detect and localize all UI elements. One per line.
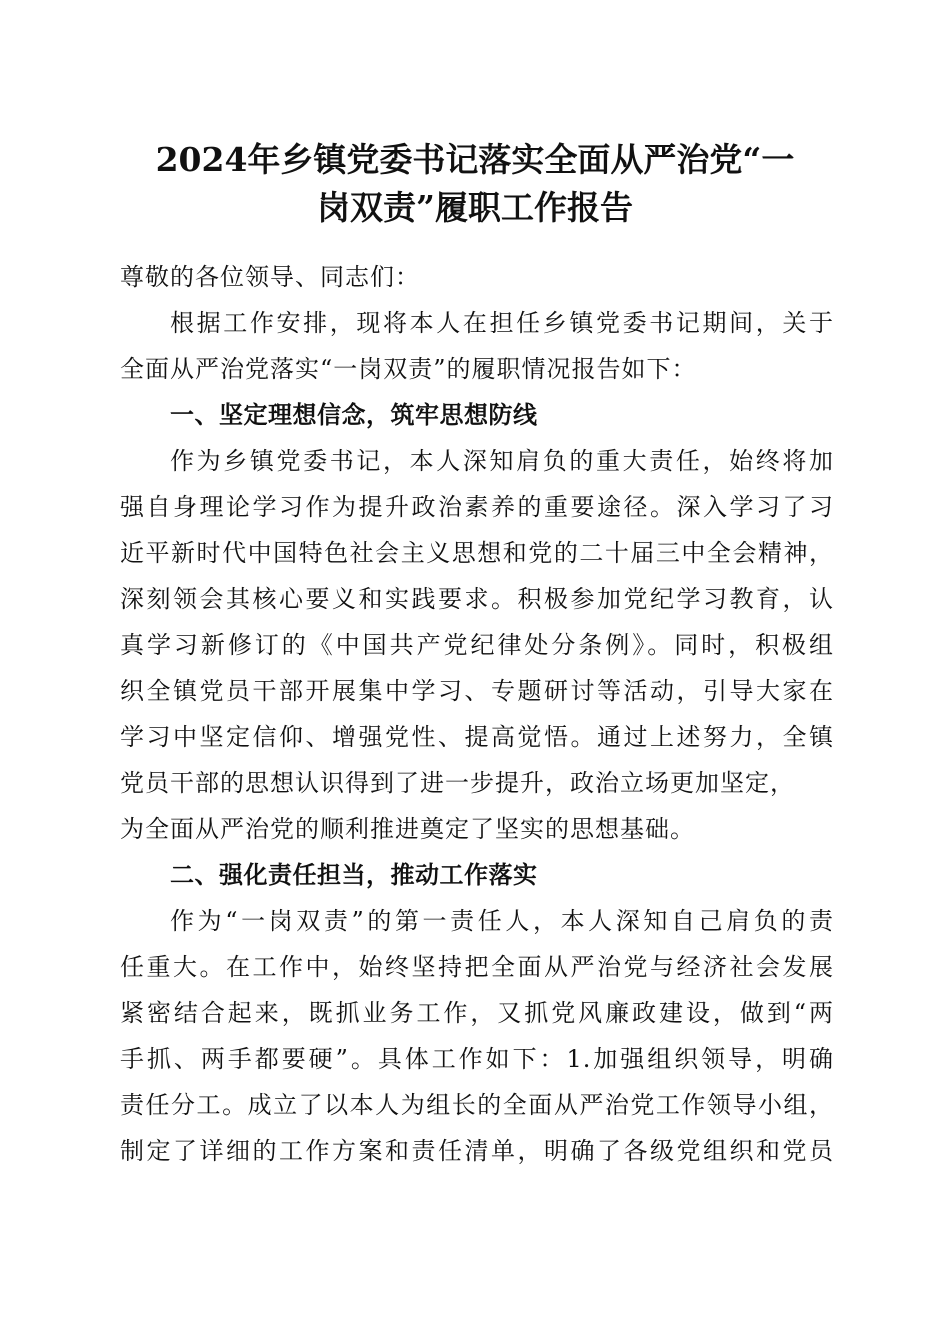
paragraph-line: 真学习新修订的《中国共产党纪律处分条例》。同时，积极组	[120, 631, 834, 659]
section-heading-2: 二、强化责任担当，推动工作落实	[170, 861, 538, 889]
salutation: 尊敬的各位领导、同志们：	[120, 263, 420, 291]
paragraph-line: 党员干部的思想认识得到了进一步提升，政治立场更加坚定，	[120, 769, 795, 797]
section-heading-1: 一、坚定理想信念，筑牢思想防线	[170, 401, 538, 429]
paragraph-line: 任重大。在工作中，始终坚持把全面从严治党与经济社会发展	[120, 953, 834, 981]
paragraph-line: 制定了详细的工作方案和责任清单，明确了各级党组织和党员	[120, 1137, 834, 1165]
title-line-2: 岗双责”履职工作报告	[317, 188, 633, 227]
paragraph-line: 强自身理论学习作为提升政治素养的重要途径。深入学习了习	[120, 493, 834, 521]
paragraph-line: 手抓、两手都要硬”。具体工作如下：1.加强组织领导，明确	[120, 1045, 834, 1073]
paragraph-line: 责任分工。成立了以本人为组长的全面从严治党工作领导小组，	[120, 1091, 834, 1119]
paragraph-line: 作为乡镇党委书记，本人深知肩负的重大责任，始终将加	[170, 447, 834, 475]
paragraph-line: 学习中坚定信仰、增强党性、提高觉悟。通过上述努力，全镇	[120, 723, 834, 751]
paragraph-line: 为全面从严治党的顺利推进奠定了坚实的思想基础。	[120, 815, 695, 843]
title-line-1: 2024年乡镇党委书记落实全面从严治党“一	[155, 140, 795, 179]
paragraph-line: 织全镇党员干部开展集中学习、专题研讨等活动，引导大家在	[120, 677, 834, 705]
document-body	[120, 254, 834, 1174]
intro-line-2: 全面从严治党落实“一岗双责”的履职情况报告如下：	[120, 355, 697, 383]
document-title	[110, 136, 840, 232]
paragraph-line: 作为“一岗双责”的第一责任人，本人深知自己肩负的责	[170, 907, 834, 935]
paragraph-line: 近平新时代中国特色社会主义思想和党的二十届三中全会精神，	[120, 539, 834, 567]
paragraph-line: 深刻领会其核心要义和实践要求。积极参加党纪学习教育，认	[120, 585, 834, 613]
paragraph-line: 紧密结合起来，既抓业务工作，又抓党风廉政建设，做到“两	[120, 999, 834, 1027]
intro-line-1: 根据工作安排，现将本人在担任乡镇党委书记期间，关于	[170, 309, 834, 337]
